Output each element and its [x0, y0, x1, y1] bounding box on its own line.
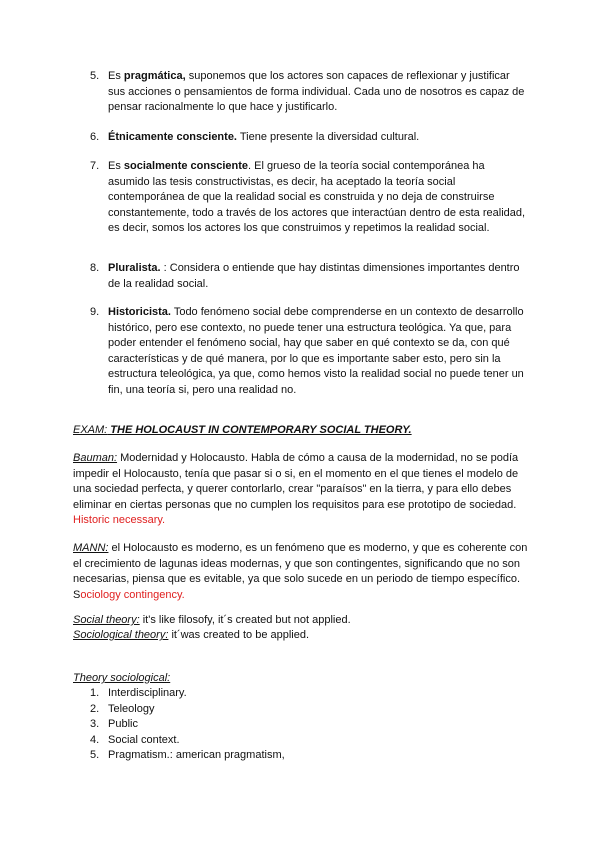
item-text: Es pragmática, suponemos que los actores son capaces de reflexionar y justificar sus acciones o pensamientos de forma individual. Cada uno de nosotros es capaz de pensar racionalmente lo que hace y justificarlo. — [108, 70, 525, 113]
item-number: 8. — [90, 262, 100, 274]
item-number: 6. — [90, 131, 100, 143]
social-theory-line: Social theory: it's like filosofy, it´s created but not applied. — [73, 614, 351, 626]
item-term: Étnicamente consciente. — [108, 131, 237, 143]
item-number: 9. — [90, 306, 100, 318]
theory-sociological-heading: Theory sociological: — [73, 672, 171, 684]
bauman-label: Bauman: — [73, 452, 118, 464]
item-term: Historicista. — [108, 306, 171, 318]
list-item: 2. Teleology — [90, 702, 155, 715]
item-number: 7. — [90, 160, 100, 172]
item-text: Étnicamente consciente. Tiene presente la diversidad cultural. — [108, 131, 420, 143]
sociological-theory-line: Sociological theory: it´was created to be applied. — [73, 629, 310, 641]
list-item: 5. Pragmatism.: american pragmatism, — [90, 749, 285, 761]
mann-label: MANN: — [73, 542, 109, 554]
mann-note: ociology contingency. — [80, 588, 185, 601]
exam-heading: EXAM: THE HOLOCAUST IN CONTEMPORARY SOCIAL THEORY. — [73, 424, 412, 436]
item-text: Pluralista. : Considera o entiende que hay distintas dimensiones importantes dentro de la realidad social. — [108, 262, 520, 290]
item-term: Pluralista. — [108, 262, 161, 274]
item-term: socialmente consciente — [123, 160, 249, 172]
bauman-paragraph: Bauman: Modernidad y Holocausto. Habla de cómo a causa de la modernidad, no se podía impedir el Holocausto, tenía que pasar si o si, en el momento en el que tienes el modelo de una sociedad perfecta, y querer contorlarlo, crear "paraísos" en la tierra, y para ello debes eliminar en ciertas personas que no cumplen los requisitos para ese prototipo de sociedad. Historic necessary. — [73, 452, 519, 526]
list-item: 3. Public — [90, 718, 138, 730]
list-item: 4. Social context. — [90, 733, 180, 746]
mann-paragraph: MANN: el Holocausto es moderno, es un fenómeno que es moderno, y que es coherente con el crecimiento de lagunas ideas modernas, y que son contingentes, significando que no son necesarias, piensa que es evitable, ya que solo sucede en un periodo de tiempo específico. Sociology contingency. — [73, 542, 528, 601]
item-text: Historicista. Todo fenómeno social debe comprenderse en un contexto de desarrollo histórico, pero ese contexto, no puede tener una estructura teológica. Ya que, para poder entender el fenómeno social, hay que saber en qué contexto se da, con qué características y de qué manera, por lo que es importante saber esto, pero sin la estructura teleológica, ya que, como hemos visto la realidad social no puede tener un fin, una teoría si, pero una realidad no. — [108, 306, 524, 396]
item-text: Es socialmente consciente. El grueso de la teoría social contemporánea ha asumido las tesis constructivistas, es decir, ha aceptado la teoría social contemporánea de que la realidad social es construida y no deja de construirse constantemente, todo a través de los actores que interactúan dentro de esta realidad, es decir, somos los actores los que construimos y repetimos la realidad social. — [108, 160, 526, 234]
item-term: pragmática, — [123, 70, 186, 82]
item-number: 5. — [90, 70, 100, 82]
bauman-note: Historic necessary. — [73, 514, 166, 526]
theory-sociological-list — [0, 686, 600, 764]
list-item: 1. Interdisciplinary. — [90, 687, 187, 699]
